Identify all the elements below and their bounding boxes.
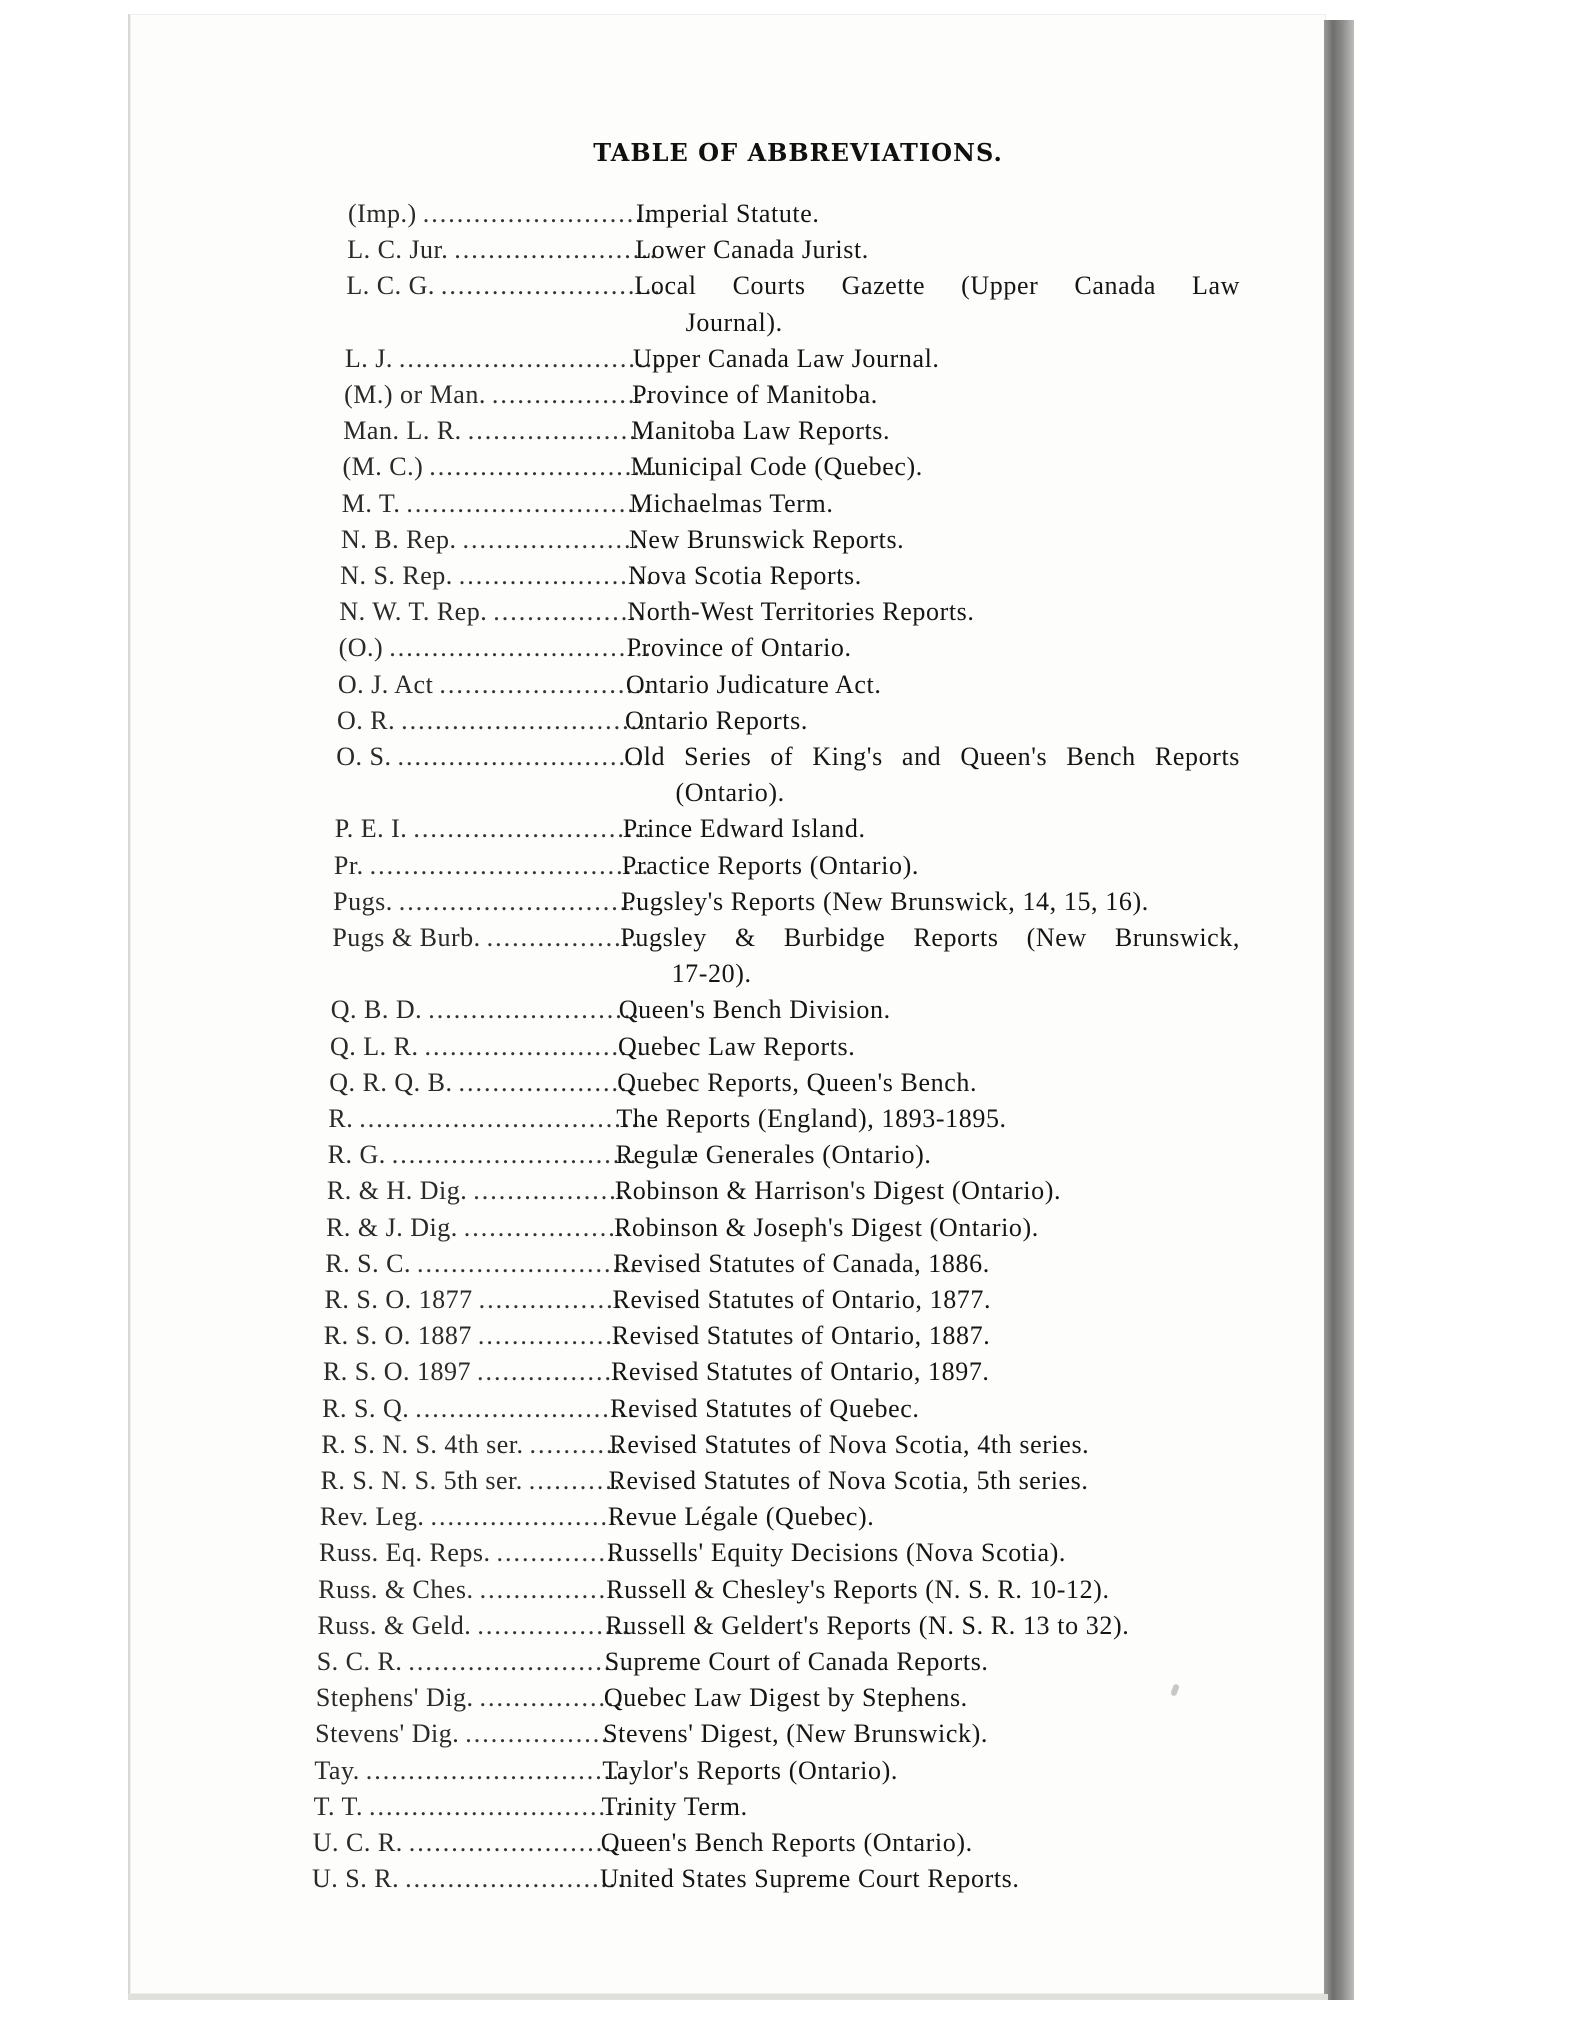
abbreviation-meaning: Practice Reports (Ontario).	[621, 850, 919, 880]
abbreviation-row	[341, 522, 1240, 558]
leader-dots: ...........................	[429, 452, 659, 482]
leader-dots: .........................	[428, 995, 641, 1025]
abbreviation-meaning: Old Series of King's and Queen's Bench Reports	[624, 742, 1240, 771]
leader-dots: .....................	[458, 1067, 637, 1097]
leader-dots: ..........................	[416, 1248, 638, 1278]
abbreviation-row	[314, 1753, 1240, 1789]
abbreviation: R. S. N. S. 4th ser.	[321, 1429, 524, 1459]
abbreviation-row	[321, 1463, 1240, 1499]
leader-dots: ...............................	[398, 343, 663, 373]
abbreviation-row	[318, 1572, 1240, 1608]
abbreviation: Q. R. Q. B.	[329, 1067, 453, 1097]
abbreviation: (M. C.)	[342, 452, 424, 482]
abbreviation-meaning: Pugsley's Reports (New Brunswick, 14, 15, 16).	[621, 886, 1149, 916]
abbreviation-meaning: Ontario Reports.	[625, 705, 808, 735]
leader-dots: ..................	[493, 597, 647, 627]
abbreviation-meaning: Upper Canada Law Journal.	[632, 343, 940, 373]
leader-dots: .............................	[391, 1140, 639, 1170]
abbreviation-meaning-continued: (Ontario).	[675, 778, 785, 808]
abbreviation: L. C. G.	[346, 271, 435, 301]
abbreviation-row	[317, 1608, 1240, 1644]
abbreviation-meaning: Supreme Court of Canada Reports.	[604, 1647, 989, 1676]
leader-dots: .............................	[406, 488, 653, 518]
abbreviation-meaning: Russell & Chesley's Reports (N. S. R. 10-12).	[606, 1574, 1110, 1604]
abbreviation-row	[328, 1137, 1240, 1173]
abbreviation-meaning: United States Supreme Court Reports.	[600, 1864, 1020, 1894]
abbreviation-meaning: Pugsley & Burbidge Reports (New Brunswick,	[620, 923, 1240, 952]
leader-dots: ...............	[496, 1538, 624, 1568]
abbreviation: O. R.	[337, 705, 396, 735]
leader-dots: ............................	[422, 199, 661, 228]
abbreviation: R. S. C.	[325, 1248, 411, 1278]
leader-dots: .......................	[458, 561, 655, 590]
leader-dots: ...............................	[365, 1755, 630, 1785]
abbreviation: P. E. I.	[334, 814, 408, 844]
abbreviation: R. S. O. 1897	[322, 1357, 472, 1387]
abbreviation-meaning: Revised Statutes of Quebec.	[610, 1393, 920, 1423]
leader-dots: ..................	[477, 1610, 631, 1640]
abbreviation: Russ. Eq. Reps.	[319, 1538, 491, 1568]
abbreviation-meaning-continued: 17-20).	[671, 959, 752, 989]
abbreviation: O. S.	[336, 742, 392, 771]
abbreviation-row	[326, 1210, 1240, 1246]
abbreviation: (Imp.)	[348, 199, 417, 228]
abbreviation: U. S. R.	[312, 1864, 400, 1894]
abbreviation-meaning: Prince Edward Island.	[622, 814, 866, 844]
leader-dots: ........................	[430, 1502, 635, 1532]
abbreviation: Rev. Leg.	[319, 1502, 425, 1532]
leader-dots: .............................	[401, 705, 648, 735]
leader-dots: .................	[479, 1574, 625, 1604]
abbreviation-meaning: Ontario Judicature Act.	[625, 669, 882, 699]
leader-dots: ..........................	[415, 1393, 637, 1423]
abbreviation-row	[346, 268, 1240, 304]
abbreviation-row	[332, 920, 1240, 956]
abbreviation-row	[333, 884, 1240, 920]
abbreviation: R.	[328, 1104, 354, 1133]
abbreviation-row	[327, 1173, 1240, 1209]
abbreviation-row	[336, 739, 1240, 775]
leader-dots: ......................	[467, 416, 655, 446]
leader-dots: ...........	[528, 1466, 623, 1495]
abbreviation-meaning: Revised Statutes of Ontario, 1887.	[611, 1321, 991, 1351]
abbreviation: L. J.	[344, 343, 393, 373]
abbreviation-meaning: Quebec Law Reports.	[618, 1031, 856, 1061]
leader-dots: ..........................	[408, 1647, 630, 1676]
leader-dots: .................................	[369, 850, 651, 880]
abbreviation-row	[334, 848, 1240, 884]
abbreviation-meaning: Queen's Bench Reports (Ontario).	[600, 1828, 973, 1857]
leader-dots: ..................	[477, 1321, 631, 1351]
abbreviation: R. S. N. S. 5th ser.	[320, 1466, 523, 1495]
abbreviation-row	[322, 1391, 1240, 1427]
abbreviation-row	[314, 1789, 1240, 1825]
abbreviation-row	[338, 667, 1240, 703]
abbreviation-row	[344, 377, 1240, 413]
abbreviation-meaning: Robinson & Harrison's Digest (Ontario).	[614, 1176, 1062, 1206]
abbreviation-meaning: Russells' Equity Decisions (Nova Scotia).	[607, 1538, 1066, 1568]
abbreviation-row	[337, 703, 1240, 739]
abbreviation-meaning: North-West Territories Reports.	[627, 597, 975, 627]
abbreviation-meaning: Russell & Geldert's Reports (N. S. R. 13 to 32).	[605, 1610, 1130, 1640]
leader-dots: ...............................	[369, 1791, 633, 1821]
leader-dots: ...................	[465, 1719, 627, 1749]
leader-dots: ...................	[473, 1176, 635, 1206]
abbreviation-row	[345, 341, 1240, 377]
abbreviation-row	[325, 1246, 1240, 1282]
abbreviation-meaning: Quebec Law Digest by Stephens.	[603, 1683, 968, 1713]
leader-dots: ...........	[529, 1429, 624, 1459]
abbreviation-meaning: Queen's Bench Division.	[618, 995, 891, 1025]
leader-dots: ..................	[478, 1285, 632, 1314]
leader-dots: ..............................	[397, 742, 653, 771]
abbreviation: R. S. Q.	[322, 1393, 410, 1423]
abbreviation-row	[317, 1644, 1240, 1680]
abbreviation-row	[328, 1101, 1240, 1137]
abbreviation-meaning-continued: Journal).	[685, 307, 783, 337]
abbreviation: S. C. R.	[316, 1647, 403, 1676]
abbreviation-row	[319, 1535, 1240, 1571]
leader-dots: .................	[479, 1683, 624, 1713]
leader-dots: ..................	[486, 923, 640, 952]
abbreviation-meaning: Revised Statutes of Canada, 1886.	[613, 1248, 990, 1278]
abbreviation-meaning: Revised Statutes of Ontario, 1877.	[612, 1285, 992, 1314]
abbreviation: R. G.	[327, 1140, 386, 1170]
abbreviation: Russ. & Geld.	[317, 1610, 472, 1640]
abbreviation: R. S. O. 1877	[324, 1285, 473, 1314]
abbreviation-meaning: Revised Statutes of Nova Scotia, 5th series.	[608, 1466, 1089, 1495]
abbreviation: T. T.	[313, 1791, 363, 1821]
page-title: TABLE OF ABBREVIATIONS.	[593, 138, 1003, 167]
abbreviation-row	[339, 630, 1240, 666]
abbreviation: L. C. Jur.	[347, 235, 449, 265]
abbreviation-row	[329, 1065, 1240, 1101]
leader-dots: .........................	[439, 669, 652, 699]
abbreviation-meaning: Imperial Statute.	[636, 199, 820, 228]
abbreviation-meaning: Regulæ Generales (Ontario).	[615, 1140, 932, 1170]
abbreviation-meaning: Province of Manitoba.	[632, 380, 878, 409]
abbreviation-meaning: Province of Ontario.	[626, 633, 852, 663]
abbreviation: R. & H. Dig.	[326, 1176, 468, 1206]
abbreviation: Stephens' Dig.	[315, 1683, 474, 1713]
abbreviation-meaning: Revised Statutes of Ontario, 1897.	[610, 1357, 990, 1387]
abbreviation: (O.)	[338, 633, 384, 663]
abbreviation-row	[347, 232, 1240, 268]
abbreviation-meaning: Revue Légale (Quebec).	[607, 1502, 875, 1532]
leader-dots: ..................	[477, 1357, 631, 1387]
abbreviation-row	[321, 1427, 1240, 1463]
abbreviation-row	[316, 1680, 1240, 1716]
abbreviation-row	[339, 594, 1240, 630]
abbreviation: (M.) or Man.	[344, 380, 486, 409]
leader-dots: .............................	[398, 886, 646, 916]
abbreviation: M. T.	[341, 488, 401, 518]
abbreviation-meaning: Robinson & Joseph's Digest (Ontario).	[614, 1212, 1039, 1242]
leader-dots: ..........................	[440, 271, 662, 301]
abbreviation-row	[315, 1716, 1240, 1752]
abbreviation-meaning: Local Courts Gazette (Upper Canada Law	[634, 271, 1240, 301]
abbreviation-row	[331, 992, 1240, 1028]
abbreviation-row	[348, 196, 1240, 232]
abbreviation: Pugs & Burb.	[332, 923, 481, 952]
abbreviation: Tay.	[314, 1755, 360, 1785]
abbreviation-meaning: Stevens' Digest, (New Brunswick).	[603, 1719, 988, 1749]
abbreviation-meaning: Manitoba Law Reports.	[631, 416, 891, 446]
leader-dots: ..........................	[405, 1864, 627, 1894]
abbreviation: R. & J. Dig.	[326, 1212, 458, 1242]
abbreviation: Stevens' Dig.	[315, 1719, 460, 1749]
abbreviation: Q. B. D.	[330, 995, 423, 1025]
abbreviation-meaning: Lower Canada Jurist.	[635, 235, 869, 265]
abbreviation-meaning: New Brunswick Reports.	[628, 524, 905, 554]
abbreviation: U. C. R.	[312, 1828, 403, 1857]
abbreviation-row	[320, 1499, 1240, 1535]
leader-dots: ....................	[463, 1212, 634, 1242]
leader-dots: ........................	[454, 235, 659, 265]
abbreviation-row	[342, 486, 1240, 522]
abbreviation-row	[324, 1318, 1240, 1354]
abbreviation: O. J. Act	[337, 669, 434, 699]
abbreviation-row	[343, 449, 1240, 485]
abbreviation-row	[340, 558, 1240, 594]
abbreviation-row	[312, 1861, 1240, 1897]
abbreviation-row	[343, 413, 1240, 449]
abbreviation-row	[335, 811, 1240, 847]
leader-dots: ...................	[491, 380, 654, 409]
leader-dots: ............................	[413, 814, 652, 844]
abbreviation-meaning: Revised Statutes of Nova Scotia, 4th series.	[609, 1429, 1090, 1459]
abbreviation-meaning: Trinity Term.	[601, 1791, 748, 1821]
leader-dots: ..........................	[424, 1031, 646, 1061]
abbreviation-meaning: Nova Scotia Reports.	[628, 561, 862, 590]
abbreviation: R. S. O. 1887	[323, 1321, 472, 1351]
abbreviation: Q. L. R.	[330, 1031, 419, 1061]
leader-dots: ..................................	[359, 1104, 649, 1133]
abbreviation: Pr.	[333, 850, 364, 880]
leader-dots: ...............................	[389, 633, 653, 663]
abbreviation-meaning: Quebec Reports, Queen's Bench.	[617, 1067, 978, 1097]
abbreviation: Pugs.	[333, 886, 393, 916]
abbreviation-meaning: Municipal Code (Quebec).	[630, 452, 923, 482]
abbreviation: Man. L. R.	[343, 416, 462, 446]
abbreviation-row	[313, 1825, 1240, 1861]
abbreviation-meaning: The Reports (England), 1893-1895.	[616, 1104, 1007, 1133]
abbreviation-row	[330, 1029, 1240, 1065]
abbreviation-row	[325, 1282, 1240, 1318]
leader-dots: ......................	[462, 524, 650, 554]
abbreviation-meaning: Taylor's Reports (Ontario).	[602, 1755, 898, 1785]
abbreviation-row	[323, 1354, 1240, 1390]
abbreviation: N. W. T. Rep.	[339, 597, 488, 627]
leader-dots: ..........................	[408, 1828, 630, 1857]
abbreviation: Russ. & Ches.	[318, 1574, 474, 1604]
abbreviation: N. B. Rep.	[340, 524, 457, 554]
abbreviation: N. S. Rep.	[340, 561, 453, 590]
abbreviation-meaning: Michaelmas Term.	[629, 488, 834, 518]
